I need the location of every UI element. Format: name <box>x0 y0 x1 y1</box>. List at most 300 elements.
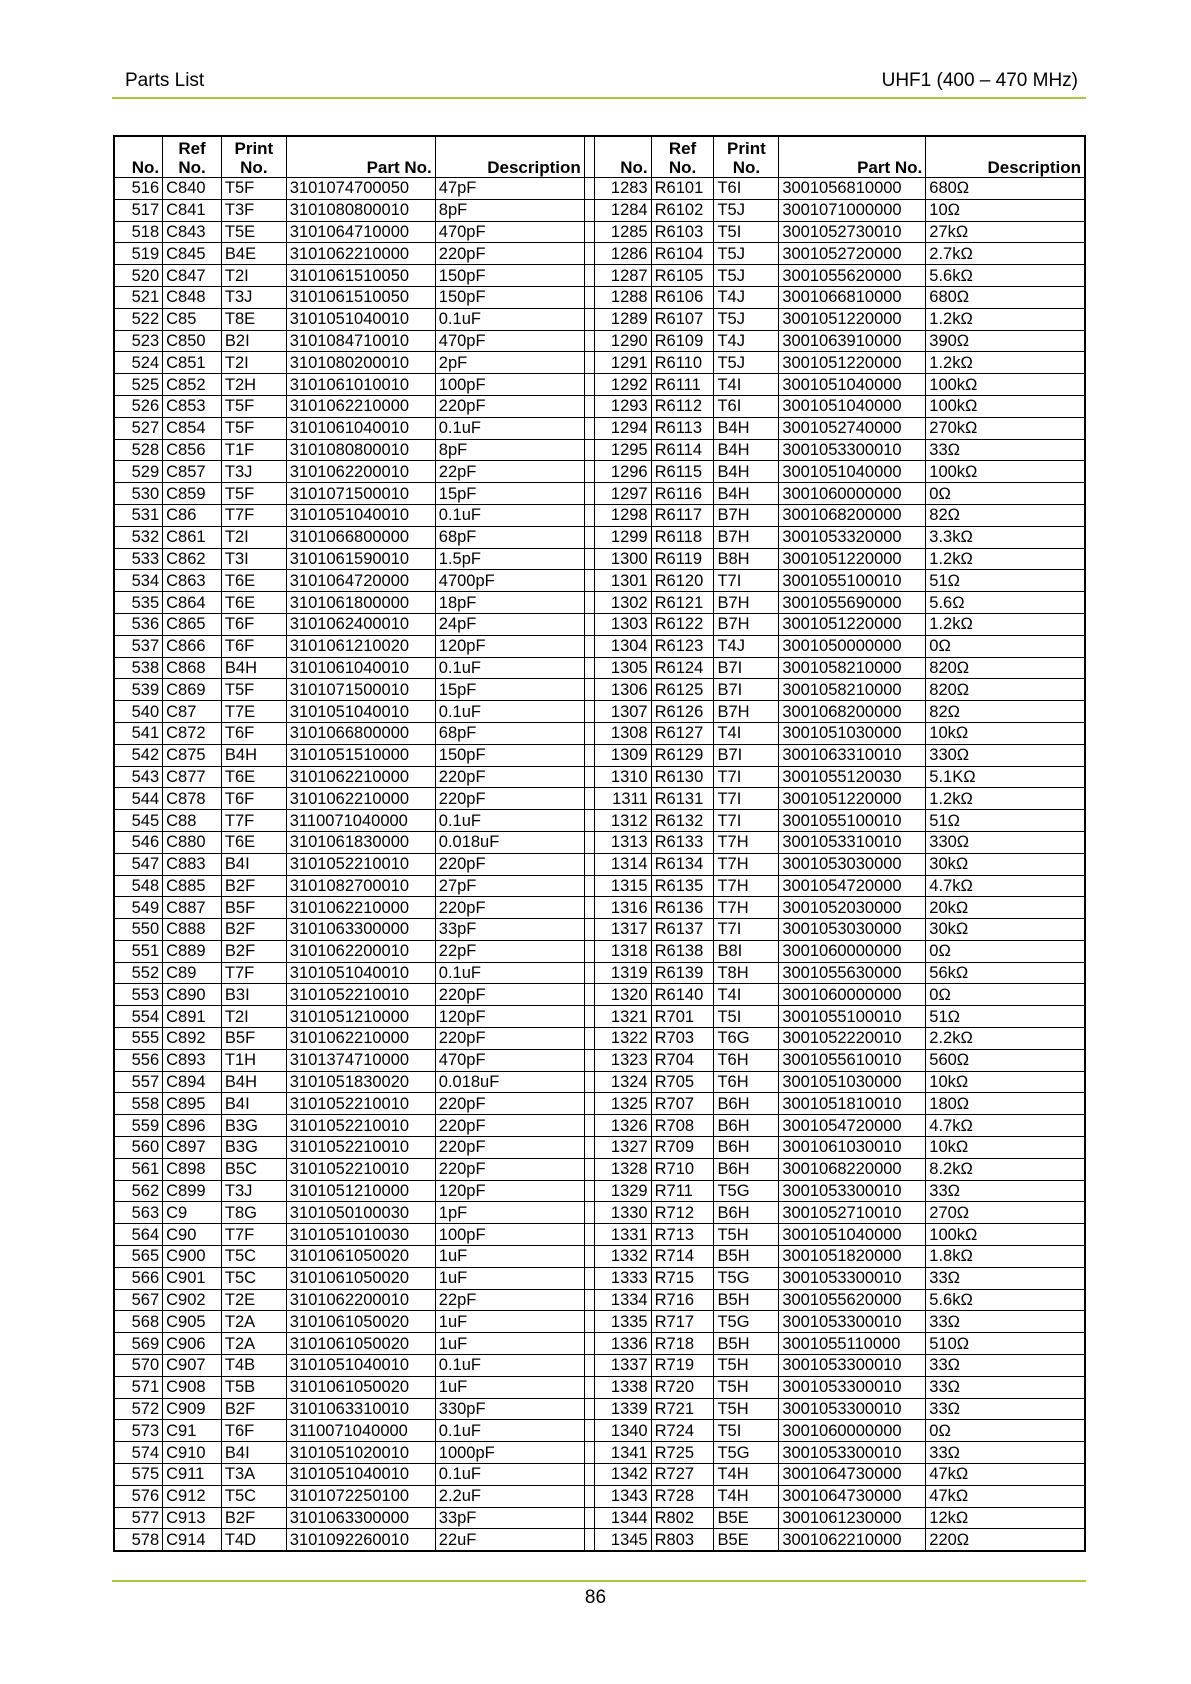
cell-print: T5J <box>714 308 779 330</box>
cell-desc: 220pF <box>435 1028 584 1050</box>
cell-desc: 33Ω <box>926 1355 1085 1377</box>
column-gap <box>584 1224 594 1246</box>
cell-part: 3001053300010 <box>779 1355 926 1377</box>
cell-desc: 33Ω <box>926 1311 1085 1333</box>
cell-desc: 1.8kΩ <box>926 1246 1085 1268</box>
cell-print: T6E <box>221 766 286 788</box>
column-gap <box>584 919 594 941</box>
cell-no: 521 <box>114 286 163 308</box>
cell-desc: 33Ω <box>926 1398 1085 1420</box>
cell-print: B2F <box>221 1507 286 1529</box>
column-gap <box>584 1028 594 1050</box>
cell-part: 3101071500010 <box>286 679 435 701</box>
page-number: 86 <box>584 1587 607 1608</box>
column-gap <box>584 592 594 614</box>
cell-desc: 100kΩ <box>926 395 1085 417</box>
column-gap <box>584 136 594 178</box>
cell-print: T5C <box>221 1246 286 1268</box>
column-gap <box>584 1246 594 1268</box>
cell-part: 3101052210010 <box>286 984 435 1006</box>
cell-no: 545 <box>114 810 163 832</box>
cell-part: 3001058210000 <box>779 679 926 701</box>
cell-desc: 0Ω <box>926 635 1085 657</box>
cell-ref: R6109 <box>651 330 714 352</box>
cell-part: 3101062210000 <box>286 395 435 417</box>
cell-ref: C843 <box>163 221 222 243</box>
cell-ref: R802 <box>651 1507 714 1529</box>
cell-ref: C905 <box>163 1311 222 1333</box>
cell-desc: 51Ω <box>926 810 1085 832</box>
table-row <box>114 1311 1085 1333</box>
cell-no: 1332 <box>594 1246 651 1268</box>
cell-print: T5F <box>221 395 286 417</box>
column-gap <box>584 1355 594 1377</box>
cell-desc: 0.1uF <box>435 962 584 984</box>
cell-no: 1320 <box>594 984 651 1006</box>
cell-part: 3001055620000 <box>779 1289 926 1311</box>
cell-print: T5H <box>714 1398 779 1420</box>
column-gap <box>584 1529 594 1551</box>
cell-print: T6F <box>221 722 286 744</box>
cell-desc: 1.2kΩ <box>926 613 1085 635</box>
table-row <box>114 1507 1085 1529</box>
cell-ref: R6130 <box>651 766 714 788</box>
cell-desc: 0.1uF <box>435 1355 584 1377</box>
column-gap <box>584 1158 594 1180</box>
cell-part: 3101062210000 <box>286 766 435 788</box>
cell-no: 1339 <box>594 1398 651 1420</box>
table-row <box>114 1049 1085 1071</box>
cell-part: 3101061510050 <box>286 265 435 287</box>
cell-no: 565 <box>114 1246 163 1268</box>
cell-desc: 47kΩ <box>926 1464 1085 1486</box>
cell-print: B7H <box>714 504 779 526</box>
cell-desc: 0.018uF <box>435 1071 584 1093</box>
cell-print: B4I <box>221 853 286 875</box>
cell-part: 3001052720000 <box>779 243 926 265</box>
cell-desc: 1000pF <box>435 1442 584 1464</box>
cell-ref: C848 <box>163 286 222 308</box>
cell-print: B6H <box>714 1158 779 1180</box>
cell-print: B5C <box>221 1158 286 1180</box>
cell-no: 1297 <box>594 483 651 505</box>
table-row <box>114 679 1085 701</box>
table-row <box>114 265 1085 287</box>
cell-no: 1343 <box>594 1485 651 1507</box>
cell-print: B3G <box>221 1137 286 1159</box>
cell-desc: 1pF <box>435 1202 584 1224</box>
cell-ref: R6133 <box>651 831 714 853</box>
cell-print: T3A <box>221 1464 286 1486</box>
cell-no: 1313 <box>594 831 651 853</box>
table-row <box>114 1093 1085 1115</box>
cell-desc: 330Ω <box>926 831 1085 853</box>
table-row <box>114 635 1085 657</box>
header-band: UHF1 (400 – 470 MHz) <box>881 70 1078 91</box>
cell-print: B4H <box>221 1071 286 1093</box>
cell-part: 3101062200010 <box>286 1289 435 1311</box>
cell-ref: C866 <box>163 635 222 657</box>
column-gap <box>584 504 594 526</box>
column-gap <box>584 875 594 897</box>
cell-no: 518 <box>114 221 163 243</box>
cell-print: T6I <box>714 395 779 417</box>
cell-part: 3101082700010 <box>286 875 435 897</box>
cell-desc: 270Ω <box>926 1202 1085 1224</box>
cell-part: 3001052220010 <box>779 1028 926 1050</box>
cell-no: 1336 <box>594 1333 651 1355</box>
cell-print: B5F <box>221 897 286 919</box>
col-header-no: No. <box>114 136 163 178</box>
cell-part: 3101061050020 <box>286 1311 435 1333</box>
cell-part: 3001055610010 <box>779 1049 926 1071</box>
cell-ref: C889 <box>163 940 222 962</box>
cell-desc: 22uF <box>435 1529 584 1551</box>
cell-ref: R718 <box>651 1333 714 1355</box>
table-row <box>114 1180 1085 1202</box>
cell-desc: 18pF <box>435 592 584 614</box>
table-row <box>114 548 1085 570</box>
cell-part: 3101052210010 <box>286 1115 435 1137</box>
cell-ref: C907 <box>163 1355 222 1377</box>
cell-no: 552 <box>114 962 163 984</box>
cell-ref: C91 <box>163 1420 222 1442</box>
cell-part: 3001054720000 <box>779 875 926 897</box>
column-gap <box>584 1376 594 1398</box>
cell-print: T5B <box>221 1376 286 1398</box>
cell-ref: C895 <box>163 1093 222 1115</box>
cell-part: 3101061510050 <box>286 286 435 308</box>
column-gap <box>584 308 594 330</box>
cell-desc: 82Ω <box>926 701 1085 723</box>
cell-desc: 51Ω <box>926 570 1085 592</box>
cell-desc: 33Ω <box>926 1442 1085 1464</box>
cell-part: 3001052710010 <box>779 1202 926 1224</box>
cell-ref: C859 <box>163 483 222 505</box>
table-row <box>114 701 1085 723</box>
cell-ref: C890 <box>163 984 222 1006</box>
table-row <box>114 286 1085 308</box>
cell-desc: 220pF <box>435 1137 584 1159</box>
col-header-desc: Description <box>435 136 584 178</box>
cell-print: T6G <box>714 1028 779 1050</box>
table-row <box>114 243 1085 265</box>
cell-print: T7H <box>714 831 779 853</box>
cell-print: T5H <box>714 1224 779 1246</box>
cell-desc: 5.6kΩ <box>926 1289 1085 1311</box>
cell-part: 3101074700050 <box>286 178 435 200</box>
cell-print: B6H <box>714 1093 779 1115</box>
cell-print: T7F <box>221 1224 286 1246</box>
table-row <box>114 352 1085 374</box>
cell-part: 3001053300010 <box>779 1311 926 1333</box>
col-header-desc: Description <box>926 136 1085 178</box>
cell-desc: 0.1uF <box>435 701 584 723</box>
cell-ref: C902 <box>163 1289 222 1311</box>
cell-desc: 150pF <box>435 265 584 287</box>
cell-ref: R724 <box>651 1420 714 1442</box>
cell-ref: C888 <box>163 919 222 941</box>
cell-print: B3G <box>221 1115 286 1137</box>
column-gap <box>584 722 594 744</box>
cell-no: 1288 <box>594 286 651 308</box>
cell-part: 3001053300010 <box>779 1180 926 1202</box>
cell-desc: 120pF <box>435 1180 584 1202</box>
cell-part: 3101050100030 <box>286 1202 435 1224</box>
cell-no: 1286 <box>594 243 651 265</box>
table-row <box>114 199 1085 221</box>
cell-desc: 12kΩ <box>926 1507 1085 1529</box>
cell-no: 549 <box>114 897 163 919</box>
cell-part: 3101071500010 <box>286 483 435 505</box>
cell-no: 522 <box>114 308 163 330</box>
cell-no: 1289 <box>594 308 651 330</box>
cell-no: 541 <box>114 722 163 744</box>
cell-desc: 220pF <box>435 984 584 1006</box>
cell-ref: C86 <box>163 504 222 526</box>
column-gap <box>584 570 594 592</box>
cell-part: 3001064730000 <box>779 1464 926 1486</box>
cell-desc: 0.1uF <box>435 308 584 330</box>
cell-no: 529 <box>114 461 163 483</box>
cell-desc: 10kΩ <box>926 722 1085 744</box>
cell-part: 3001060000000 <box>779 1420 926 1442</box>
cell-ref: C911 <box>163 1464 222 1486</box>
cell-print: T6H <box>714 1071 779 1093</box>
cell-desc: 10kΩ <box>926 1137 1085 1159</box>
cell-print: T7F <box>221 504 286 526</box>
cell-print: T3J <box>221 461 286 483</box>
cell-no: 562 <box>114 1180 163 1202</box>
cell-part: 3101061050020 <box>286 1246 435 1268</box>
cell-no: 1318 <box>594 940 651 962</box>
cell-desc: 120pF <box>435 1006 584 1028</box>
cell-ref: R712 <box>651 1202 714 1224</box>
cell-ref: C851 <box>163 352 222 374</box>
cell-desc: 1.5pF <box>435 548 584 570</box>
cell-no: 516 <box>114 178 163 200</box>
cell-print: B6H <box>714 1137 779 1159</box>
cell-print: T5J <box>714 199 779 221</box>
cell-part: 3001058210000 <box>779 657 926 679</box>
cell-part: 3001052730010 <box>779 221 926 243</box>
cell-print: B8I <box>714 940 779 962</box>
cell-desc: 47pF <box>435 178 584 200</box>
cell-print: T5J <box>714 265 779 287</box>
cell-ref: R6102 <box>651 199 714 221</box>
cell-ref: C841 <box>163 199 222 221</box>
cell-no: 1293 <box>594 395 651 417</box>
cell-print: T5G <box>714 1442 779 1464</box>
cell-ref: C912 <box>163 1485 222 1507</box>
cell-print: B4I <box>221 1093 286 1115</box>
cell-part: 3001051220000 <box>779 613 926 635</box>
cell-ref: R710 <box>651 1158 714 1180</box>
cell-desc: 220pF <box>435 1115 584 1137</box>
cell-print: T7E <box>221 701 286 723</box>
table-row <box>114 1485 1085 1507</box>
cell-print: T4J <box>714 330 779 352</box>
cell-print: T7H <box>714 897 779 919</box>
cell-desc: 100pF <box>435 374 584 396</box>
cell-print: T7H <box>714 853 779 875</box>
cell-part: 3001053310010 <box>779 831 926 853</box>
cell-desc: 4700pF <box>435 570 584 592</box>
cell-no: 532 <box>114 526 163 548</box>
table-row <box>114 1289 1085 1311</box>
cell-desc: 22pF <box>435 461 584 483</box>
cell-no: 559 <box>114 1115 163 1137</box>
cell-desc: 27kΩ <box>926 221 1085 243</box>
cell-ref: R703 <box>651 1028 714 1050</box>
cell-ref: C856 <box>163 439 222 461</box>
cell-desc: 0.1uF <box>435 417 584 439</box>
cell-print: T5F <box>221 679 286 701</box>
cell-print: T6E <box>221 592 286 614</box>
cell-ref: R6129 <box>651 744 714 766</box>
cell-no: 1302 <box>594 592 651 614</box>
cell-desc: 220pF <box>435 395 584 417</box>
table-row <box>114 308 1085 330</box>
cell-desc: 30kΩ <box>926 919 1085 941</box>
cell-ref: C894 <box>163 1071 222 1093</box>
cell-desc: 4.7kΩ <box>926 875 1085 897</box>
cell-print: T5I <box>714 1420 779 1442</box>
cell-part: 3001051040000 <box>779 395 926 417</box>
cell-part: 3001051030000 <box>779 722 926 744</box>
table-row <box>114 1420 1085 1442</box>
cell-print: T5H <box>714 1355 779 1377</box>
cell-print: T3J <box>221 286 286 308</box>
column-gap <box>584 461 594 483</box>
cell-part: 3101066800000 <box>286 722 435 744</box>
column-gap <box>584 831 594 853</box>
cell-no: 1342 <box>594 1464 651 1486</box>
cell-no: 1338 <box>594 1376 651 1398</box>
cell-no: 526 <box>114 395 163 417</box>
cell-part: 3101064720000 <box>286 570 435 592</box>
table-row <box>114 984 1085 1006</box>
table-row <box>114 897 1085 919</box>
cell-no: 1298 <box>594 504 651 526</box>
cell-no: 1311 <box>594 788 651 810</box>
cell-no: 1308 <box>594 722 651 744</box>
cell-print: B2F <box>221 919 286 941</box>
cell-desc: 20kΩ <box>926 897 1085 919</box>
column-gap <box>584 940 594 962</box>
cell-desc: 8pF <box>435 199 584 221</box>
column-gap <box>584 766 594 788</box>
cell-print: T2I <box>221 352 286 374</box>
cell-ref: R705 <box>651 1071 714 1093</box>
cell-print: T2E <box>221 1289 286 1311</box>
column-gap <box>584 548 594 570</box>
cell-part: 3101062400010 <box>286 613 435 635</box>
cell-part: 3001066810000 <box>779 286 926 308</box>
cell-part: 3001060000000 <box>779 483 926 505</box>
cell-desc: 1.2kΩ <box>926 352 1085 374</box>
cell-desc: 220pF <box>435 897 584 919</box>
cell-no: 554 <box>114 1006 163 1028</box>
cell-part: 3001055110000 <box>779 1333 926 1355</box>
cell-ref: R708 <box>651 1115 714 1137</box>
cell-ref: R704 <box>651 1049 714 1071</box>
cell-ref: R6126 <box>651 701 714 723</box>
table-row <box>114 439 1085 461</box>
cell-ref: R6140 <box>651 984 714 1006</box>
cell-desc: 82Ω <box>926 504 1085 526</box>
cell-print: B8H <box>714 548 779 570</box>
cell-desc: 30kΩ <box>926 853 1085 875</box>
cell-no: 1321 <box>594 1006 651 1028</box>
cell-ref: C897 <box>163 1137 222 1159</box>
column-gap <box>584 897 594 919</box>
cell-no: 1294 <box>594 417 651 439</box>
cell-no: 1326 <box>594 1115 651 1137</box>
cell-ref: C854 <box>163 417 222 439</box>
column-gap <box>584 1398 594 1420</box>
cell-desc: 33pF <box>435 1507 584 1529</box>
cell-part: 3101062210000 <box>286 897 435 919</box>
column-gap <box>584 1071 594 1093</box>
cell-no: 546 <box>114 831 163 853</box>
cell-no: 548 <box>114 875 163 897</box>
cell-ref: C877 <box>163 766 222 788</box>
cell-ref: C893 <box>163 1049 222 1071</box>
table-row <box>114 592 1085 614</box>
cell-no: 557 <box>114 1071 163 1093</box>
cell-ref: R6136 <box>651 897 714 919</box>
cell-ref: C861 <box>163 526 222 548</box>
cell-desc: 120pF <box>435 635 584 657</box>
column-gap <box>584 701 594 723</box>
cell-desc: 56kΩ <box>926 962 1085 984</box>
cell-desc: 330Ω <box>926 744 1085 766</box>
cell-desc: 100kΩ <box>926 374 1085 396</box>
cell-no: 567 <box>114 1289 163 1311</box>
cell-desc: 680Ω <box>926 178 1085 200</box>
cell-ref: R719 <box>651 1355 714 1377</box>
cell-print: T4J <box>714 635 779 657</box>
cell-part: 3001050000000 <box>779 635 926 657</box>
cell-print: T7I <box>714 788 779 810</box>
cell-no: 555 <box>114 1028 163 1050</box>
table-row <box>114 940 1085 962</box>
col-header-print: Print No. <box>714 136 779 178</box>
cell-no: 1292 <box>594 374 651 396</box>
cell-part: 3001055100010 <box>779 1006 926 1028</box>
cell-no: 1337 <box>594 1355 651 1377</box>
cell-desc: 100kΩ <box>926 461 1085 483</box>
cell-print: T4I <box>714 984 779 1006</box>
cell-ref: C883 <box>163 853 222 875</box>
cell-print: B7H <box>714 526 779 548</box>
cell-part: 3001068220000 <box>779 1158 926 1180</box>
cell-ref: C9 <box>163 1202 222 1224</box>
cell-desc: 51Ω <box>926 1006 1085 1028</box>
cell-ref: C872 <box>163 722 222 744</box>
cell-no: 528 <box>114 439 163 461</box>
cell-desc: 15pF <box>435 679 584 701</box>
table-row <box>114 374 1085 396</box>
column-gap <box>584 613 594 635</box>
cell-no: 530 <box>114 483 163 505</box>
cell-ref: R725 <box>651 1442 714 1464</box>
cell-part: 3101051040010 <box>286 1355 435 1377</box>
cell-desc: 33Ω <box>926 1376 1085 1398</box>
cell-print: B5H <box>714 1246 779 1268</box>
cell-no: 550 <box>114 919 163 941</box>
